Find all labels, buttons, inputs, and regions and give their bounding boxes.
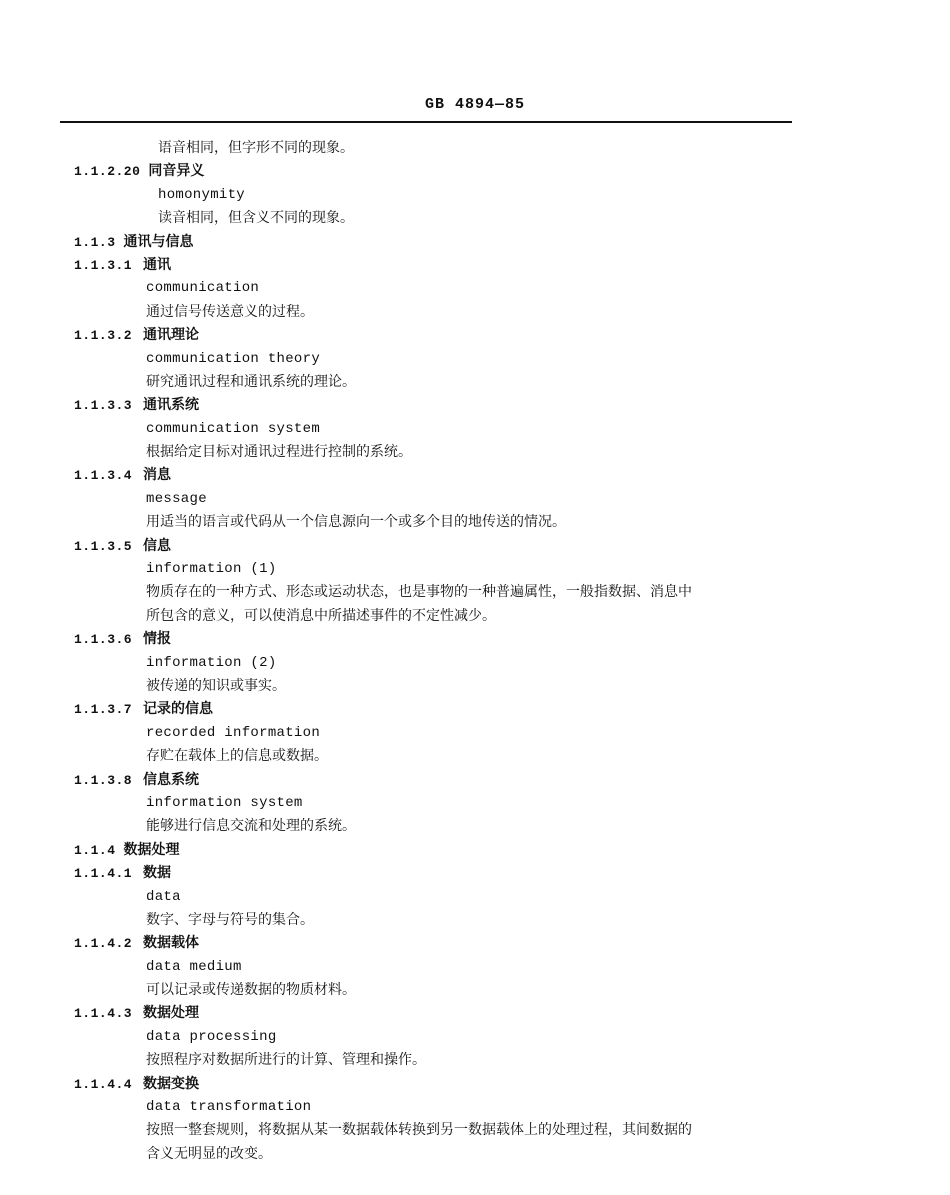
definition-text: 能够进行信息交流和处理的系统。	[146, 818, 356, 835]
definition-line	[74, 909, 794, 932]
definition-text: 被传递的知识或事实。	[146, 677, 286, 694]
definition-line	[74, 371, 794, 394]
definition-line	[74, 815, 794, 838]
term-title: 数据处理	[123, 841, 180, 858]
term-title: 记录的信息	[143, 701, 213, 718]
term-heading	[74, 160, 794, 183]
english-line	[74, 488, 794, 511]
english-term: recorded information	[146, 724, 321, 741]
definition-text: 用适当的语言或代码从一个信息源向一个或多个目的地传送的情况。	[146, 514, 566, 531]
definition-line	[74, 137, 794, 160]
definition-line	[74, 605, 794, 628]
term-number: 1.1.4.2	[74, 936, 133, 952]
english-line	[74, 418, 794, 441]
english-line	[74, 1026, 794, 1049]
english-term: homonymity	[158, 186, 246, 203]
page-header-code: GB 4894—85	[424, 96, 525, 113]
definition-line	[74, 441, 794, 464]
term-title: 通讯与信息	[123, 233, 194, 250]
term-title: 通讯系统	[143, 397, 199, 414]
document-body	[74, 137, 794, 1166]
term-title: 通讯理论	[143, 327, 199, 344]
definition-line	[74, 1143, 794, 1166]
term-number: 1.1.3.1	[74, 257, 133, 273]
term-number: 1.1.4.1	[74, 866, 133, 882]
term-number: 1.1.3.3	[74, 398, 133, 414]
english-line	[74, 886, 794, 909]
term-heading	[74, 535, 794, 558]
term-heading	[74, 769, 794, 792]
definition-line	[74, 1049, 794, 1072]
term-number: 1.1.2.20	[74, 164, 141, 180]
term-title: 信息	[143, 537, 171, 554]
term-number: 1.1.3.7	[74, 702, 133, 718]
english-term: data medium	[146, 958, 242, 975]
header-rule	[60, 121, 792, 123]
english-term: information (2)	[146, 654, 277, 671]
english-line	[74, 348, 794, 371]
definition-text: 所包含的意义，可以使消息中所描述事件的不定性减少。	[146, 607, 496, 624]
term-heading	[74, 698, 794, 721]
term-number: 1.1.4.4	[74, 1076, 133, 1092]
english-term: information system	[146, 794, 303, 811]
term-title: 数据	[143, 865, 171, 882]
term-number: 1.1.3	[74, 234, 116, 250]
definition-line	[74, 1119, 794, 1142]
term-heading	[74, 254, 794, 277]
definition-text: 根据给定目标对通讯过程进行控制的系统。	[146, 444, 412, 461]
term-number: 1.1.3.8	[74, 772, 133, 788]
term-title: 数据处理	[143, 1005, 199, 1022]
term-heading	[74, 1073, 794, 1096]
term-title: 消息	[143, 467, 171, 484]
term-number: 1.1.3.5	[74, 538, 133, 554]
definition-text: 物质存在的一种方式、形态或运动状态，也是事物的一种普遍属性，一般指数据、消息中	[146, 584, 692, 601]
english-term: data	[146, 888, 181, 905]
english-line	[74, 792, 794, 815]
definition-text: 研究通讯过程和通讯系统的理论。	[146, 373, 356, 390]
definition-line	[74, 745, 794, 768]
term-heading	[74, 1002, 794, 1025]
definition-text: 数字、字母与符号的集合。	[146, 911, 314, 928]
term-title: 信息系统	[143, 771, 199, 788]
english-term: communication system	[146, 420, 321, 437]
term-title: 同音异义	[148, 163, 205, 180]
term-heading	[74, 839, 794, 862]
term-heading	[74, 862, 794, 885]
term-number: 1.1.4	[74, 842, 116, 858]
term-number: 1.1.3.2	[74, 328, 133, 344]
english-line	[74, 184, 794, 207]
term-title: 数据载体	[143, 935, 199, 952]
english-term: information (1)	[146, 561, 277, 578]
definition-text: 通过信号传送意义的过程。	[146, 303, 314, 320]
term-number: 1.1.3.4	[74, 468, 133, 484]
definition-line	[74, 979, 794, 1002]
definition-line	[74, 581, 794, 604]
term-heading	[74, 231, 794, 254]
definition-line	[74, 301, 794, 324]
english-term: communication theory	[146, 350, 321, 367]
term-heading	[74, 628, 794, 651]
english-term: communication	[146, 280, 260, 297]
english-term: data processing	[146, 1028, 277, 1045]
term-heading	[74, 394, 794, 417]
term-heading	[74, 324, 794, 347]
definition-text: 含义无明显的改变。	[146, 1145, 272, 1162]
definition-text: 读音相同，但含义不同的现象。	[158, 210, 354, 227]
definition-line	[74, 511, 794, 534]
term-title: 情报	[143, 631, 171, 648]
term-heading	[74, 464, 794, 487]
english-line	[74, 558, 794, 581]
english-line	[74, 277, 794, 300]
term-title: 通讯	[143, 256, 171, 273]
definition-text: 按照程序对数据所进行的计算、管理和操作。	[146, 1052, 426, 1069]
term-title: 数据变换	[143, 1075, 199, 1092]
definition-text: 可以记录或传递数据的物质材料。	[146, 982, 356, 999]
english-term: data transformation	[146, 1099, 312, 1116]
english-line	[74, 956, 794, 979]
english-line	[74, 722, 794, 745]
definition-text: 存贮在载体上的信息或数据。	[146, 748, 328, 765]
definition-line	[74, 207, 794, 230]
term-number: 1.1.4.3	[74, 1006, 133, 1022]
english-line	[74, 1096, 794, 1119]
term-number: 1.1.3.6	[74, 632, 133, 648]
definition-text: 按照一整套规则，将数据从某一数据载体转换到另一数据载体上的处理过程，其间数据的	[146, 1122, 692, 1139]
english-term: message	[146, 490, 207, 507]
english-line	[74, 652, 794, 675]
term-heading	[74, 932, 794, 955]
definition-line	[74, 675, 794, 698]
definition-text: 语音相同，但字形不同的现象。	[158, 140, 354, 156]
